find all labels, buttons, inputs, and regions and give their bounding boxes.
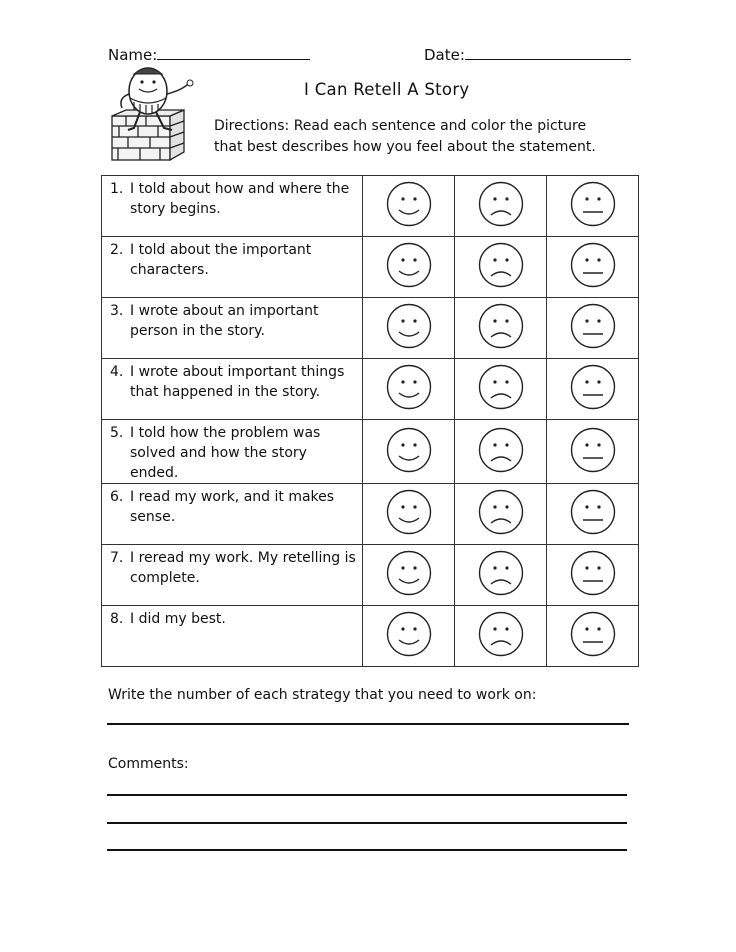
statement-cell bbox=[102, 420, 363, 484]
comment-line[interactable] bbox=[107, 849, 627, 851]
table-row bbox=[102, 545, 639, 606]
statement-cell bbox=[102, 237, 363, 298]
sad-face-cell[interactable] bbox=[455, 545, 547, 606]
statement-cell bbox=[102, 298, 363, 359]
sad-face-cell[interactable] bbox=[455, 298, 547, 359]
neutral-face-cell[interactable] bbox=[547, 484, 639, 545]
happy-face-cell[interactable] bbox=[363, 237, 455, 298]
neutral-face-icon[interactable] bbox=[570, 242, 616, 288]
statement-number: 3. bbox=[110, 303, 124, 319]
happy-face-cell[interactable] bbox=[363, 606, 455, 667]
sad-face-icon[interactable] bbox=[478, 427, 524, 473]
sad-face-icon[interactable] bbox=[478, 489, 524, 535]
sad-face-cell[interactable] bbox=[455, 359, 547, 420]
statement-number: 1. bbox=[110, 181, 124, 197]
neutral-face-cell[interactable] bbox=[547, 176, 639, 237]
sad-face-cell[interactable] bbox=[455, 237, 547, 298]
statement-number: 7. bbox=[110, 550, 124, 566]
statement-number: 4. bbox=[110, 364, 124, 380]
statement-text: I wrote about an important person in the story. bbox=[130, 303, 319, 339]
statement-cell bbox=[102, 176, 363, 237]
happy-face-cell[interactable] bbox=[363, 359, 455, 420]
name-blank-line[interactable] bbox=[157, 45, 310, 60]
neutral-face-icon[interactable] bbox=[570, 181, 616, 227]
comment-line[interactable] bbox=[107, 794, 627, 796]
neutral-face-cell[interactable] bbox=[547, 298, 639, 359]
table-row bbox=[102, 176, 639, 237]
statement-cell bbox=[102, 545, 363, 606]
humpty-dumpty-icon bbox=[104, 64, 208, 162]
work-on-prompt: Write the number of each strategy that you need to work on: bbox=[108, 687, 537, 703]
happy-face-icon[interactable] bbox=[386, 550, 432, 596]
self-assessment-table bbox=[101, 175, 639, 667]
happy-face-icon[interactable] bbox=[386, 611, 432, 657]
happy-face-icon[interactable] bbox=[386, 489, 432, 535]
statement-cell bbox=[102, 484, 363, 545]
statement-text: I reread my work. My retelling is complete. bbox=[130, 550, 356, 586]
sad-face-icon[interactable] bbox=[478, 303, 524, 349]
happy-face-icon[interactable] bbox=[386, 181, 432, 227]
neutral-face-icon[interactable] bbox=[570, 303, 616, 349]
happy-face-icon[interactable] bbox=[386, 242, 432, 288]
sad-face-icon[interactable] bbox=[478, 611, 524, 657]
name-label: Name: bbox=[108, 46, 158, 64]
table-row bbox=[102, 420, 639, 484]
sad-face-icon[interactable] bbox=[478, 550, 524, 596]
statement-text: I told how the problem was solved and how the story ended. bbox=[130, 425, 321, 481]
statement-number: 2. bbox=[110, 242, 124, 258]
statement-cell bbox=[102, 606, 363, 667]
sad-face-cell[interactable] bbox=[455, 176, 547, 237]
neutral-face-cell[interactable] bbox=[547, 606, 639, 667]
name-field[interactable] bbox=[108, 45, 310, 64]
table-row bbox=[102, 484, 639, 545]
comment-line[interactable] bbox=[107, 822, 627, 824]
sad-face-icon[interactable] bbox=[478, 181, 524, 227]
comments-label: Comments: bbox=[108, 756, 189, 772]
statement-text: I told about how and where the story begins. bbox=[130, 181, 350, 217]
happy-face-icon[interactable] bbox=[386, 303, 432, 349]
statement-cell bbox=[102, 359, 363, 420]
happy-face-cell[interactable] bbox=[363, 298, 455, 359]
work-on-answer-line[interactable] bbox=[107, 723, 629, 725]
date-label: Date: bbox=[424, 46, 465, 64]
statement-number: 6. bbox=[110, 489, 124, 505]
neutral-face-icon[interactable] bbox=[570, 489, 616, 535]
statement-text: I read my work, and it makes sense. bbox=[130, 489, 335, 525]
neutral-face-cell[interactable] bbox=[547, 420, 639, 484]
page-title: I Can Retell A Story bbox=[304, 80, 470, 99]
statement-text: I told about the important characters. bbox=[130, 242, 312, 278]
table-row bbox=[102, 606, 639, 667]
neutral-face-cell[interactable] bbox=[547, 359, 639, 420]
date-field[interactable] bbox=[424, 45, 631, 64]
neutral-face-cell[interactable] bbox=[547, 237, 639, 298]
neutral-face-icon[interactable] bbox=[570, 364, 616, 410]
neutral-face-icon[interactable] bbox=[570, 427, 616, 473]
happy-face-cell[interactable] bbox=[363, 484, 455, 545]
date-blank-line[interactable] bbox=[465, 45, 631, 60]
directions-text: Directions: Read each sentence and color the picture that best describes how you feel about the statement. bbox=[214, 118, 596, 155]
table-row bbox=[102, 359, 639, 420]
sad-face-icon[interactable] bbox=[478, 364, 524, 410]
statement-number: 5. bbox=[110, 425, 124, 441]
statement-text: I did my best. bbox=[130, 611, 226, 627]
happy-face-cell[interactable] bbox=[363, 176, 455, 237]
sad-face-cell[interactable] bbox=[455, 484, 547, 545]
neutral-face-icon[interactable] bbox=[570, 611, 616, 657]
sad-face-icon[interactable] bbox=[478, 242, 524, 288]
table-row bbox=[102, 237, 639, 298]
sad-face-cell[interactable] bbox=[455, 420, 547, 484]
happy-face-cell[interactable] bbox=[363, 545, 455, 606]
happy-face-icon[interactable] bbox=[386, 364, 432, 410]
neutral-face-icon[interactable] bbox=[570, 550, 616, 596]
statement-number: 8. bbox=[110, 611, 124, 627]
table-row bbox=[102, 298, 639, 359]
happy-face-cell[interactable] bbox=[363, 420, 455, 484]
sad-face-cell[interactable] bbox=[455, 606, 547, 667]
happy-face-icon[interactable] bbox=[386, 427, 432, 473]
statement-text: I wrote about important things that happened in the story. bbox=[130, 364, 345, 400]
neutral-face-cell[interactable] bbox=[547, 545, 639, 606]
